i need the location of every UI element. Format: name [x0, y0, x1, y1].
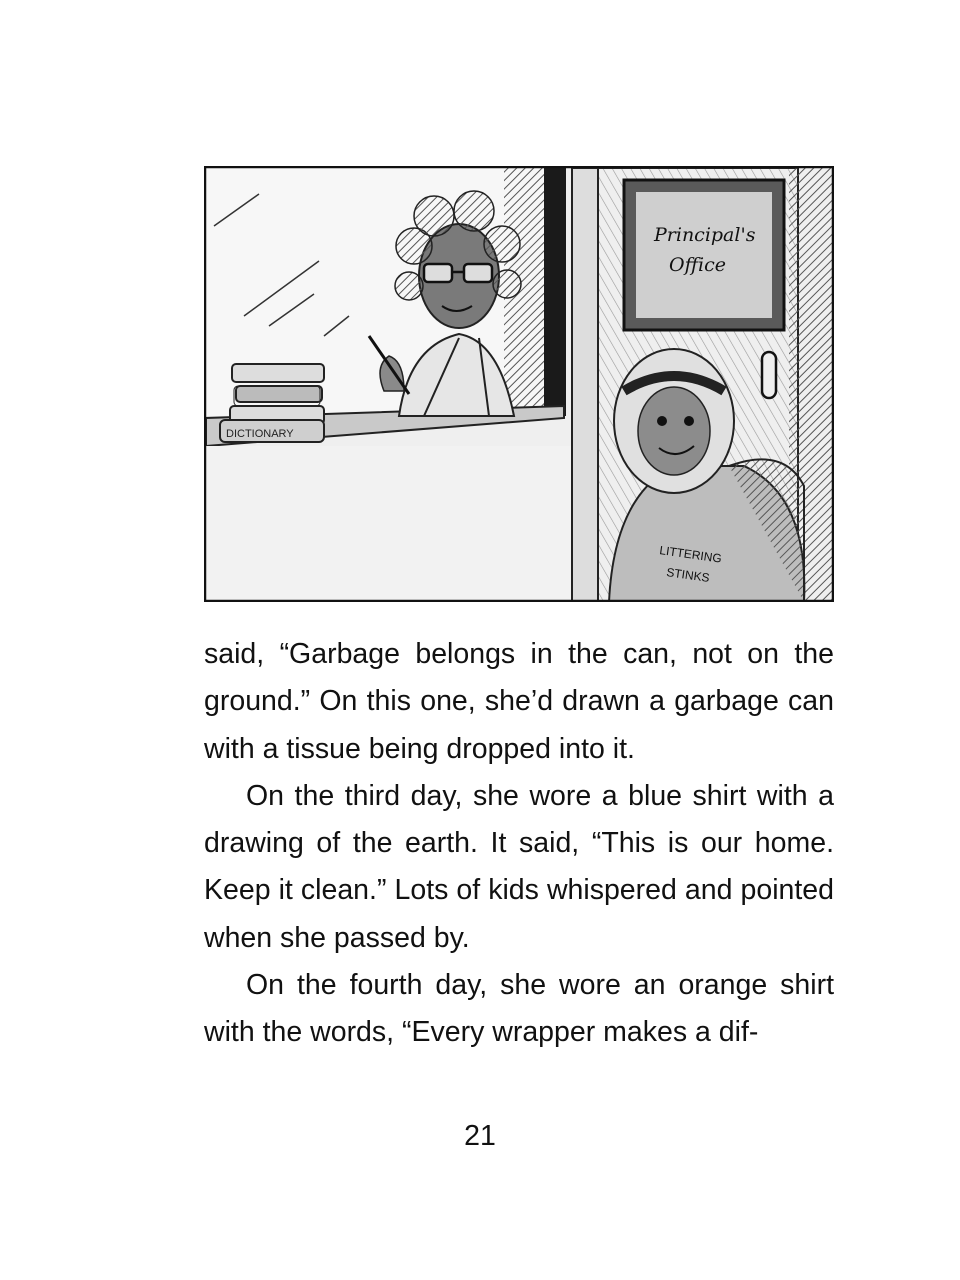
book-spine-label: DICTIONARY	[226, 428, 294, 440]
paragraph-1: said, “Garbage belongs in the can, not on the ground.” On this one, she’d drawn a garbage can with a tissue being dropped into it.	[204, 638, 834, 765]
body-text	[204, 631, 834, 1057]
door-sign-line2: Office	[669, 254, 726, 276]
page-number: 21	[464, 1120, 496, 1152]
shirt-text-line1: LITTERING	[658, 543, 723, 566]
door-sign-line1: Principal's	[654, 224, 756, 246]
paragraph-2: On the third day, she wore a blue shirt with a drawing of the earth. It said, “This is our home. Keep it clean.” Lots of kids whispered and pointed when she passed by.	[204, 779, 834, 954]
shirt-text-line2: STINKS	[665, 565, 711, 586]
illustration	[204, 166, 834, 602]
paragraph-3: On the fourth day, she wore an orange shirt with the words, “Every wrapper makes a dif-	[204, 969, 834, 1049]
